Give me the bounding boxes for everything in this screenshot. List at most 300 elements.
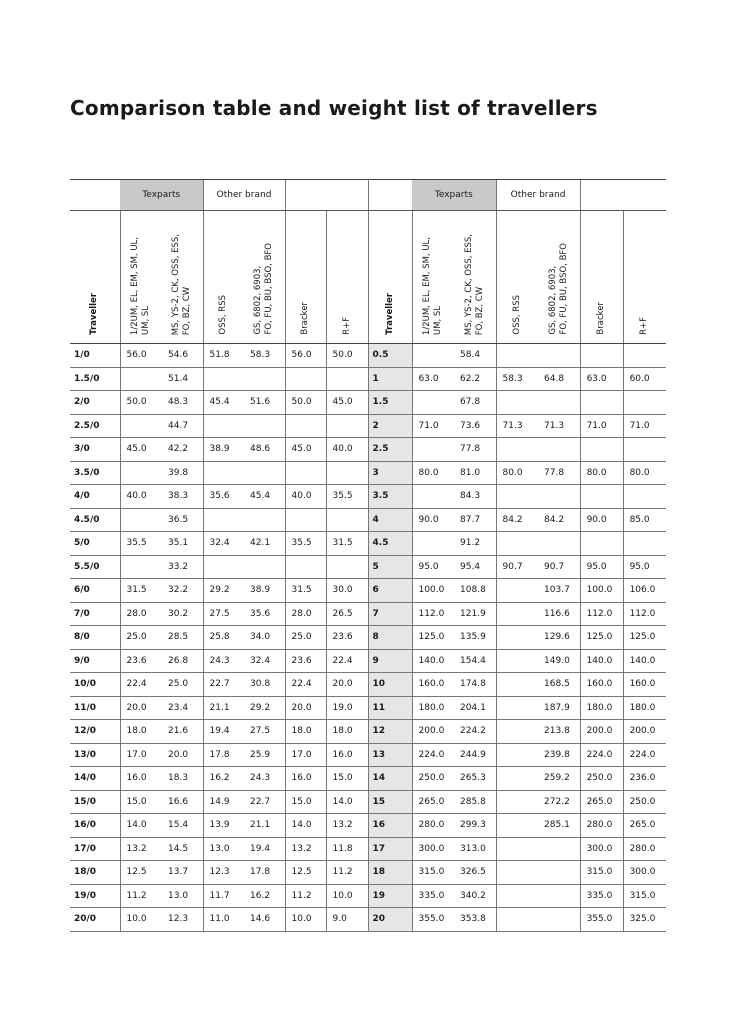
right-other-1-cell bbox=[496, 626, 538, 650]
table-row bbox=[70, 508, 666, 532]
right-texparts-1-cell: 80.0 bbox=[412, 461, 454, 485]
table-row bbox=[70, 626, 666, 650]
left-texparts-1-cell: 23.6 bbox=[120, 649, 162, 673]
left-other-1-cell bbox=[203, 555, 244, 579]
right-traveller-cell: 13 bbox=[368, 743, 412, 767]
right-bracker-cell: 95.0 bbox=[580, 555, 623, 579]
left-texparts-2-cell: 44.7 bbox=[162, 414, 203, 438]
right-texparts-2-cell: 326.5 bbox=[454, 861, 496, 885]
group-other-brand-right: Other brand bbox=[496, 180, 580, 211]
right-bracker-cell: 63.0 bbox=[580, 367, 623, 391]
right-texparts-1-cell: 90.0 bbox=[412, 508, 454, 532]
right-texparts-2-cell: 174.8 bbox=[454, 673, 496, 697]
right-texparts-1-cell: 224.0 bbox=[412, 743, 454, 767]
right-texparts-2-cell: 91.2 bbox=[454, 532, 496, 556]
right-texparts-2-cell: 108.8 bbox=[454, 579, 496, 603]
right-texparts-2-cell: 87.7 bbox=[454, 508, 496, 532]
right-rf-cell: 80.0 bbox=[623, 461, 666, 485]
right-bracker-cell bbox=[580, 485, 623, 509]
right-rf-cell: 125.0 bbox=[623, 626, 666, 650]
left-other-2-cell: 30.8 bbox=[244, 673, 285, 697]
table-row bbox=[70, 790, 666, 814]
right-traveller-cell: 4.5 bbox=[368, 532, 412, 556]
left-rf-cell: 23.6 bbox=[326, 626, 368, 650]
left-texparts-2-cell: 13.7 bbox=[162, 861, 203, 885]
right-bracker-cell: 80.0 bbox=[580, 461, 623, 485]
left-rf-cell: 16.0 bbox=[326, 743, 368, 767]
right-bracker-cell: 112.0 bbox=[580, 602, 623, 626]
left-other-2-cell: 48.6 bbox=[244, 438, 285, 462]
left-rf-cell: 40.0 bbox=[326, 438, 368, 462]
group-spacer-right bbox=[368, 180, 412, 211]
left-bracker-cell: 35.5 bbox=[285, 532, 326, 556]
left-bracker-cell: 10.0 bbox=[285, 908, 326, 932]
left-other-1-cell: 35.6 bbox=[203, 485, 244, 509]
left-other-1-cell: 29.2 bbox=[203, 579, 244, 603]
left-texparts-2-cell: 36.5 bbox=[162, 508, 203, 532]
left-rf-cell: 11.8 bbox=[326, 837, 368, 861]
left-bracker-cell: 15.0 bbox=[285, 790, 326, 814]
left-other-1-cell: 45.4 bbox=[203, 391, 244, 415]
right-bracker-cell bbox=[580, 344, 623, 368]
right-bracker-cell bbox=[580, 391, 623, 415]
left-other-1-cell: 27.5 bbox=[203, 602, 244, 626]
right-texparts-1-cell: 265.0 bbox=[412, 790, 454, 814]
right-texparts-2-cell: 154.4 bbox=[454, 649, 496, 673]
left-texparts-1-cell: 28.0 bbox=[120, 602, 162, 626]
left-texparts-2-cell: 20.0 bbox=[162, 743, 203, 767]
left-other-2-cell: 27.5 bbox=[244, 720, 285, 744]
right-texparts-2-cell: 135.9 bbox=[454, 626, 496, 650]
right-bracker-cell: 90.0 bbox=[580, 508, 623, 532]
left-bracker-cell: 20.0 bbox=[285, 696, 326, 720]
right-bracker-cell: 335.0 bbox=[580, 884, 623, 908]
right-rf-cell bbox=[623, 532, 666, 556]
right-rf-cell: 112.0 bbox=[623, 602, 666, 626]
left-bracker-cell: 11.2 bbox=[285, 884, 326, 908]
right-other-2-cell: 187.9 bbox=[538, 696, 580, 720]
right-other-1-cell bbox=[496, 837, 538, 861]
right-traveller-cell: 16 bbox=[368, 814, 412, 838]
left-texparts-2-cell: 30.2 bbox=[162, 602, 203, 626]
left-other-1-cell: 13.9 bbox=[203, 814, 244, 838]
left-texparts-1-cell bbox=[120, 414, 162, 438]
right-other-2-cell: 259.2 bbox=[538, 767, 580, 791]
right-traveller-cell: 2 bbox=[368, 414, 412, 438]
right-other-2-cell: 149.0 bbox=[538, 649, 580, 673]
left-other-2-cell: 34.0 bbox=[244, 626, 285, 650]
right-rf-cell: 85.0 bbox=[623, 508, 666, 532]
right-other-2-cell bbox=[538, 837, 580, 861]
left-traveller-cell: 4/0 bbox=[70, 485, 120, 509]
group-blank-right bbox=[580, 180, 666, 211]
table-row bbox=[70, 579, 666, 603]
left-texparts-2-cell: 51.4 bbox=[162, 367, 203, 391]
right-bracker-cell: 315.0 bbox=[580, 861, 623, 885]
right-texparts-2-cell: 121.9 bbox=[454, 602, 496, 626]
right-other-1-cell bbox=[496, 438, 538, 462]
left-bracker-cell: 16.0 bbox=[285, 767, 326, 791]
left-texparts-1-cell: 20.0 bbox=[120, 696, 162, 720]
left-texparts-2-cell: 16.6 bbox=[162, 790, 203, 814]
left-other-1-cell bbox=[203, 461, 244, 485]
traveller-comparison-table bbox=[70, 179, 666, 932]
right-traveller-cell: 4 bbox=[368, 508, 412, 532]
left-other-2-cell: 51.6 bbox=[244, 391, 285, 415]
right-other-1-cell bbox=[496, 673, 538, 697]
right-rf-cell: 250.0 bbox=[623, 790, 666, 814]
right-other-2-cell: 129.6 bbox=[538, 626, 580, 650]
right-other-1-cell bbox=[496, 602, 538, 626]
right-bracker-cell: 180.0 bbox=[580, 696, 623, 720]
left-bracker-cell: 17.0 bbox=[285, 743, 326, 767]
col-rf-left: R+F bbox=[326, 211, 368, 344]
left-other-2-cell: 45.4 bbox=[244, 485, 285, 509]
right-other-1-cell bbox=[496, 767, 538, 791]
table-row bbox=[70, 344, 666, 368]
right-traveller-cell: 1 bbox=[368, 367, 412, 391]
right-other-1-cell bbox=[496, 861, 538, 885]
right-bracker-cell bbox=[580, 438, 623, 462]
left-bracker-cell bbox=[285, 508, 326, 532]
left-other-2-cell bbox=[244, 367, 285, 391]
right-bracker-cell: 200.0 bbox=[580, 720, 623, 744]
col-other-1-left: OSS, RSS bbox=[203, 211, 244, 344]
left-other-2-cell: 17.8 bbox=[244, 861, 285, 885]
table-row bbox=[70, 837, 666, 861]
table-row bbox=[70, 367, 666, 391]
left-texparts-1-cell bbox=[120, 508, 162, 532]
left-traveller-cell: 20/0 bbox=[70, 908, 120, 932]
left-other-2-cell: 35.6 bbox=[244, 602, 285, 626]
left-other-1-cell: 17.8 bbox=[203, 743, 244, 767]
right-other-2-cell: 84.2 bbox=[538, 508, 580, 532]
right-traveller-cell: 8 bbox=[368, 626, 412, 650]
left-traveller-cell: 11/0 bbox=[70, 696, 120, 720]
left-other-1-cell: 51.8 bbox=[203, 344, 244, 368]
left-rf-cell: 26.5 bbox=[326, 602, 368, 626]
left-bracker-cell: 31.5 bbox=[285, 579, 326, 603]
right-texparts-2-cell: 313.0 bbox=[454, 837, 496, 861]
left-texparts-1-cell: 56.0 bbox=[120, 344, 162, 368]
right-rf-cell: 224.0 bbox=[623, 743, 666, 767]
right-other-1-cell bbox=[496, 814, 538, 838]
left-bracker-cell bbox=[285, 367, 326, 391]
right-other-2-cell: 103.7 bbox=[538, 579, 580, 603]
left-rf-cell: 20.0 bbox=[326, 673, 368, 697]
right-bracker-cell: 160.0 bbox=[580, 673, 623, 697]
right-other-2-cell: 90.7 bbox=[538, 555, 580, 579]
right-traveller-cell: 15 bbox=[368, 790, 412, 814]
left-other-2-cell bbox=[244, 508, 285, 532]
left-texparts-1-cell: 11.2 bbox=[120, 884, 162, 908]
right-traveller-cell: 6 bbox=[368, 579, 412, 603]
table-row bbox=[70, 555, 666, 579]
right-other-1-cell bbox=[496, 391, 538, 415]
right-bracker-cell: 265.0 bbox=[580, 790, 623, 814]
right-bracker-cell: 125.0 bbox=[580, 626, 623, 650]
right-texparts-2-cell: 244.9 bbox=[454, 743, 496, 767]
right-other-1-cell: 58.3 bbox=[496, 367, 538, 391]
left-rf-cell: 10.0 bbox=[326, 884, 368, 908]
left-bracker-cell bbox=[285, 555, 326, 579]
left-other-2-cell: 24.3 bbox=[244, 767, 285, 791]
left-texparts-1-cell bbox=[120, 555, 162, 579]
right-other-1-cell bbox=[496, 908, 538, 932]
right-texparts-2-cell: 77.8 bbox=[454, 438, 496, 462]
left-texparts-2-cell: 33.2 bbox=[162, 555, 203, 579]
left-traveller-cell: 3.5/0 bbox=[70, 461, 120, 485]
right-texparts-1-cell bbox=[412, 391, 454, 415]
table-row bbox=[70, 414, 666, 438]
left-texparts-1-cell bbox=[120, 367, 162, 391]
page-title: Comparison table and weight list of travellers bbox=[70, 96, 598, 120]
right-rf-cell: 325.0 bbox=[623, 908, 666, 932]
right-texparts-2-cell: 95.4 bbox=[454, 555, 496, 579]
left-other-2-cell: 32.4 bbox=[244, 649, 285, 673]
col-bracker-right: Bracker bbox=[580, 211, 623, 344]
left-rf-cell: 19.0 bbox=[326, 696, 368, 720]
right-other-2-cell bbox=[538, 438, 580, 462]
left-traveller-cell: 19/0 bbox=[70, 884, 120, 908]
right-texparts-1-cell: 125.0 bbox=[412, 626, 454, 650]
right-texparts-1-cell bbox=[412, 344, 454, 368]
right-rf-cell: 106.0 bbox=[623, 579, 666, 603]
group-header-row bbox=[70, 180, 666, 211]
right-other-2-cell bbox=[538, 532, 580, 556]
right-traveller-cell: 14 bbox=[368, 767, 412, 791]
right-bracker-cell: 355.0 bbox=[580, 908, 623, 932]
right-rf-cell bbox=[623, 438, 666, 462]
right-traveller-cell: 7 bbox=[368, 602, 412, 626]
left-texparts-2-cell: 54.6 bbox=[162, 344, 203, 368]
right-texparts-2-cell: 224.2 bbox=[454, 720, 496, 744]
left-bracker-cell: 28.0 bbox=[285, 602, 326, 626]
left-other-1-cell: 13.0 bbox=[203, 837, 244, 861]
table-row bbox=[70, 908, 666, 932]
right-rf-cell: 200.0 bbox=[623, 720, 666, 744]
col-texparts-1-right: 1/2UM, EL, EM, SM, UL, UM, SL bbox=[412, 211, 454, 344]
left-rf-cell: 9.0 bbox=[326, 908, 368, 932]
left-texparts-1-cell: 15.0 bbox=[120, 790, 162, 814]
left-bracker-cell: 13.2 bbox=[285, 837, 326, 861]
table-row bbox=[70, 438, 666, 462]
group-blank-left bbox=[285, 180, 368, 211]
right-texparts-1-cell: 335.0 bbox=[412, 884, 454, 908]
table-row bbox=[70, 391, 666, 415]
right-texparts-1-cell bbox=[412, 532, 454, 556]
left-bracker-cell: 45.0 bbox=[285, 438, 326, 462]
col-texparts-2-left: MS, YS-2, CK, OSS, ESS, FO, BZ, CW bbox=[162, 211, 203, 344]
right-traveller-cell: 0.5 bbox=[368, 344, 412, 368]
right-texparts-2-cell: 285.8 bbox=[454, 790, 496, 814]
right-other-2-cell bbox=[538, 344, 580, 368]
right-traveller-cell: 11 bbox=[368, 696, 412, 720]
left-traveller-cell: 4.5/0 bbox=[70, 508, 120, 532]
group-texparts-right: Texparts bbox=[412, 180, 496, 211]
col-traveller-left: Traveller bbox=[70, 211, 120, 344]
col-other-2-right: GS, 6802, 6903, FO, FU, BU, BSO, BFO bbox=[538, 211, 580, 344]
left-texparts-2-cell: 21.6 bbox=[162, 720, 203, 744]
right-rf-cell bbox=[623, 485, 666, 509]
col-texparts-2-right: MS, YS-2, CK, OSS, ESS, FO, BZ, CW bbox=[454, 211, 496, 344]
left-other-1-cell: 22.7 bbox=[203, 673, 244, 697]
left-traveller-cell: 1/0 bbox=[70, 344, 120, 368]
right-texparts-1-cell: 63.0 bbox=[412, 367, 454, 391]
right-rf-cell: 180.0 bbox=[623, 696, 666, 720]
left-rf-cell: 22.4 bbox=[326, 649, 368, 673]
right-bracker-cell bbox=[580, 532, 623, 556]
right-traveller-cell: 17 bbox=[368, 837, 412, 861]
left-traveller-cell: 14/0 bbox=[70, 767, 120, 791]
left-bracker-cell: 40.0 bbox=[285, 485, 326, 509]
right-other-1-cell bbox=[496, 720, 538, 744]
right-texparts-1-cell: 315.0 bbox=[412, 861, 454, 885]
left-texparts-1-cell: 22.4 bbox=[120, 673, 162, 697]
left-other-2-cell: 42.1 bbox=[244, 532, 285, 556]
left-texparts-2-cell: 13.0 bbox=[162, 884, 203, 908]
right-traveller-cell: 3.5 bbox=[368, 485, 412, 509]
right-texparts-2-cell: 62.2 bbox=[454, 367, 496, 391]
right-other-1-cell: 84.2 bbox=[496, 508, 538, 532]
right-texparts-2-cell: 58.4 bbox=[454, 344, 496, 368]
group-other-brand-left: Other brand bbox=[203, 180, 285, 211]
left-other-1-cell bbox=[203, 508, 244, 532]
left-texparts-1-cell: 18.0 bbox=[120, 720, 162, 744]
left-bracker-cell: 56.0 bbox=[285, 344, 326, 368]
right-other-1-cell bbox=[496, 884, 538, 908]
left-rf-cell: 30.0 bbox=[326, 579, 368, 603]
right-texparts-2-cell: 73.6 bbox=[454, 414, 496, 438]
right-other-2-cell bbox=[538, 391, 580, 415]
left-traveller-cell: 1.5/0 bbox=[70, 367, 120, 391]
right-other-2-cell: 116.6 bbox=[538, 602, 580, 626]
right-other-1-cell bbox=[496, 790, 538, 814]
left-other-1-cell: 16.2 bbox=[203, 767, 244, 791]
left-other-1-cell: 21.1 bbox=[203, 696, 244, 720]
table-body bbox=[70, 344, 666, 932]
right-other-2-cell bbox=[538, 485, 580, 509]
left-bracker-cell: 14.0 bbox=[285, 814, 326, 838]
left-texparts-2-cell: 15.4 bbox=[162, 814, 203, 838]
table-row bbox=[70, 743, 666, 767]
right-texparts-1-cell: 250.0 bbox=[412, 767, 454, 791]
right-rf-cell: 265.0 bbox=[623, 814, 666, 838]
right-texparts-1-cell: 140.0 bbox=[412, 649, 454, 673]
left-texparts-2-cell: 23.4 bbox=[162, 696, 203, 720]
col-texparts-1-left: 1/2UM, EL, EM, SM, UL, UM, SL bbox=[120, 211, 162, 344]
left-rf-cell: 11.2 bbox=[326, 861, 368, 885]
right-texparts-2-cell: 340.2 bbox=[454, 884, 496, 908]
right-texparts-1-cell: 112.0 bbox=[412, 602, 454, 626]
left-traveller-cell: 8/0 bbox=[70, 626, 120, 650]
left-bracker-cell: 18.0 bbox=[285, 720, 326, 744]
left-texparts-2-cell: 25.0 bbox=[162, 673, 203, 697]
left-traveller-cell: 17/0 bbox=[70, 837, 120, 861]
left-rf-cell bbox=[326, 508, 368, 532]
left-texparts-1-cell: 45.0 bbox=[120, 438, 162, 462]
left-other-2-cell bbox=[244, 555, 285, 579]
left-rf-cell: 45.0 bbox=[326, 391, 368, 415]
left-bracker-cell: 25.0 bbox=[285, 626, 326, 650]
right-other-2-cell: 285.1 bbox=[538, 814, 580, 838]
left-texparts-2-cell: 39.8 bbox=[162, 461, 203, 485]
left-texparts-1-cell: 17.0 bbox=[120, 743, 162, 767]
right-traveller-cell: 5 bbox=[368, 555, 412, 579]
right-bracker-cell: 140.0 bbox=[580, 649, 623, 673]
left-other-1-cell: 12.3 bbox=[203, 861, 244, 885]
left-other-1-cell: 38.9 bbox=[203, 438, 244, 462]
left-bracker-cell: 12.5 bbox=[285, 861, 326, 885]
left-other-2-cell bbox=[244, 461, 285, 485]
right-bracker-cell: 280.0 bbox=[580, 814, 623, 838]
right-other-2-cell: 64.8 bbox=[538, 367, 580, 391]
right-other-2-cell: 77.8 bbox=[538, 461, 580, 485]
left-rf-cell: 50.0 bbox=[326, 344, 368, 368]
right-rf-cell: 315.0 bbox=[623, 884, 666, 908]
left-traveller-cell: 15/0 bbox=[70, 790, 120, 814]
right-texparts-1-cell bbox=[412, 438, 454, 462]
right-rf-cell: 300.0 bbox=[623, 861, 666, 885]
left-other-2-cell: 25.9 bbox=[244, 743, 285, 767]
right-texparts-2-cell: 353.8 bbox=[454, 908, 496, 932]
left-other-2-cell: 29.2 bbox=[244, 696, 285, 720]
right-texparts-2-cell: 299.3 bbox=[454, 814, 496, 838]
right-texparts-2-cell: 81.0 bbox=[454, 461, 496, 485]
col-rf-right: R+F bbox=[623, 211, 666, 344]
table-row bbox=[70, 461, 666, 485]
table-row bbox=[70, 602, 666, 626]
col-traveller-right: Traveller bbox=[368, 211, 412, 344]
left-other-1-cell: 19.4 bbox=[203, 720, 244, 744]
right-other-2-cell: 168.5 bbox=[538, 673, 580, 697]
right-traveller-cell: 1.5 bbox=[368, 391, 412, 415]
left-rf-cell bbox=[326, 367, 368, 391]
left-traveller-cell: 3/0 bbox=[70, 438, 120, 462]
right-texparts-1-cell: 180.0 bbox=[412, 696, 454, 720]
left-texparts-1-cell: 25.0 bbox=[120, 626, 162, 650]
right-texparts-1-cell: 280.0 bbox=[412, 814, 454, 838]
left-texparts-1-cell: 10.0 bbox=[120, 908, 162, 932]
right-traveller-cell: 20 bbox=[368, 908, 412, 932]
left-other-2-cell: 58.3 bbox=[244, 344, 285, 368]
right-rf-cell bbox=[623, 344, 666, 368]
table-row bbox=[70, 814, 666, 838]
left-texparts-2-cell: 48.3 bbox=[162, 391, 203, 415]
right-other-1-cell: 80.0 bbox=[496, 461, 538, 485]
group-texparts-left: Texparts bbox=[120, 180, 203, 211]
left-other-2-cell: 16.2 bbox=[244, 884, 285, 908]
left-traveller-cell: 13/0 bbox=[70, 743, 120, 767]
right-texparts-1-cell: 95.0 bbox=[412, 555, 454, 579]
left-texparts-2-cell: 12.3 bbox=[162, 908, 203, 932]
table-row bbox=[70, 767, 666, 791]
right-rf-cell: 280.0 bbox=[623, 837, 666, 861]
left-rf-cell: 15.0 bbox=[326, 767, 368, 791]
left-texparts-2-cell: 28.5 bbox=[162, 626, 203, 650]
right-texparts-1-cell: 355.0 bbox=[412, 908, 454, 932]
table-row bbox=[70, 532, 666, 556]
column-header-row bbox=[70, 211, 666, 344]
left-texparts-1-cell: 16.0 bbox=[120, 767, 162, 791]
left-other-1-cell: 32.4 bbox=[203, 532, 244, 556]
right-traveller-cell: 12 bbox=[368, 720, 412, 744]
left-texparts-1-cell: 12.5 bbox=[120, 861, 162, 885]
right-other-1-cell bbox=[496, 743, 538, 767]
right-other-2-cell: 213.8 bbox=[538, 720, 580, 744]
right-traveller-cell: 2.5 bbox=[368, 438, 412, 462]
group-spacer bbox=[70, 180, 120, 211]
